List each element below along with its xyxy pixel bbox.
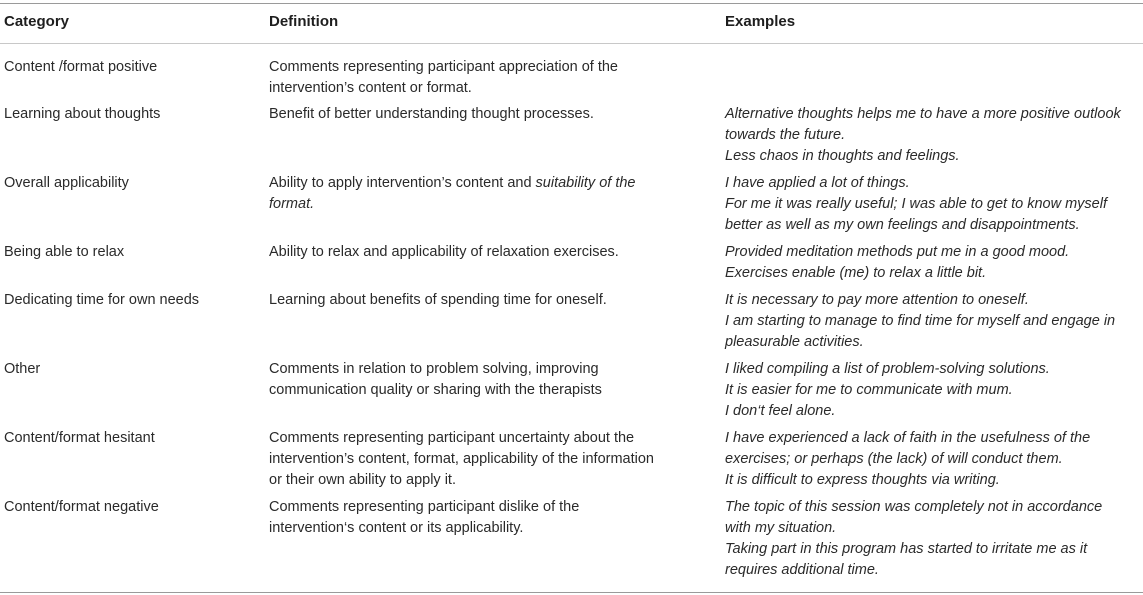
row-definition (269, 497, 689, 539)
row-category: Other (4, 361, 41, 377)
row-category: Dedicating time for own needs (4, 292, 200, 308)
example-line: I have applied a lot of things. (725, 175, 910, 191)
example-line: I have experienced a lack of faith in the usefulness of the (725, 430, 1091, 446)
definition-italic-text: format. (269, 196, 315, 212)
row-examples (725, 428, 1143, 491)
example-line: Provided meditation methods put me in a good mood. (725, 244, 1070, 260)
row-category: Content/format negative (4, 499, 159, 515)
example-line: I liked compiling a list of problem-solving solutions. (725, 361, 1050, 377)
column-header-definition: Definition (269, 13, 339, 30)
definition-line: Comments representing participant dislike of the (269, 499, 580, 515)
row-category: Content /format positive (4, 59, 158, 75)
header-rule (0, 43, 1143, 44)
example-line: It is easier for me to communicate with mum. (725, 382, 1013, 398)
definition-line: intervention’s content, format, applicability of the information (269, 451, 654, 467)
definition-line (269, 173, 689, 194)
example-line: It is necessary to pay more attention to oneself. (725, 292, 1029, 308)
example-line: exercises; or perhaps (the lack) of will conduct them. (725, 451, 1063, 467)
row-definition (269, 428, 689, 491)
definition-line: or their own ability to apply it. (269, 472, 456, 488)
example-line: requires additional time. (725, 562, 879, 578)
definition-line: intervention‘s content or its applicability. (269, 520, 524, 536)
example-line: I don‘t feel alone. (725, 403, 836, 419)
row-definition (269, 57, 689, 99)
definition-line: Comments representing participant appreciation of the (269, 59, 618, 75)
example-line: with my situation. (725, 520, 837, 536)
example-line: Less chaos in thoughts and feelings. (725, 148, 960, 164)
row-examples (725, 359, 1143, 422)
definition-line: Ability to relax and applicability of relaxation exercises. (269, 244, 619, 260)
row-category: Being able to relax (4, 244, 125, 260)
definition-line: Comments representing participant uncertainty about the (269, 430, 635, 446)
definition-line: intervention’s content or format. (269, 80, 472, 96)
example-line: better as well as my own feelings and disappointments. (725, 217, 1080, 233)
row-definition (269, 290, 689, 311)
example-line: Alternative thoughts helps me to have a more positive outlook (725, 106, 1121, 122)
example-line: Taking part in this program has started to irritate me as it (725, 541, 1088, 557)
row-definition (269, 359, 689, 401)
row-examples (725, 104, 1143, 167)
row-examples (725, 242, 1143, 284)
row-definition (269, 173, 689, 215)
example-line: It is difficult to express thoughts via writing. (725, 472, 1000, 488)
definition-line: Learning about benefits of spending time for oneself. (269, 292, 607, 308)
definition-line: communication quality or sharing with the therapists (269, 382, 602, 398)
definition-line (269, 194, 689, 215)
definition-italic-text: suitability of the (535, 175, 636, 191)
row-category: Content/format hesitant (4, 430, 155, 446)
example-line: I am starting to manage to find time for myself and engage in (725, 313, 1116, 329)
definition-text: Ability to apply intervention’s content and (269, 175, 536, 191)
row-category: Learning about thoughts (4, 106, 161, 122)
table-top-rule (0, 3, 1143, 4)
row-examples (725, 173, 1143, 236)
row-examples (725, 290, 1143, 353)
definition-line: Benefit of better understanding thought processes. (269, 106, 594, 122)
row-category: Overall applicability (4, 175, 129, 191)
example-line: towards the future. (725, 127, 846, 143)
row-definition (269, 242, 689, 263)
example-line: pleasurable activities. (725, 334, 864, 350)
table-bottom-rule (0, 592, 1143, 593)
example-line: For me it was really useful; I was able to get to know myself (725, 196, 1107, 212)
example-line: The topic of this session was completely not in accordance (725, 499, 1103, 515)
column-header-examples: Examples (725, 13, 796, 30)
example-line: Exercises enable (me) to relax a little bit. (725, 265, 987, 281)
definition-line: Comments in relation to problem solving, improving (269, 361, 599, 377)
row-definition (269, 104, 689, 125)
row-examples (725, 497, 1143, 581)
column-header-category: Category (4, 13, 70, 30)
